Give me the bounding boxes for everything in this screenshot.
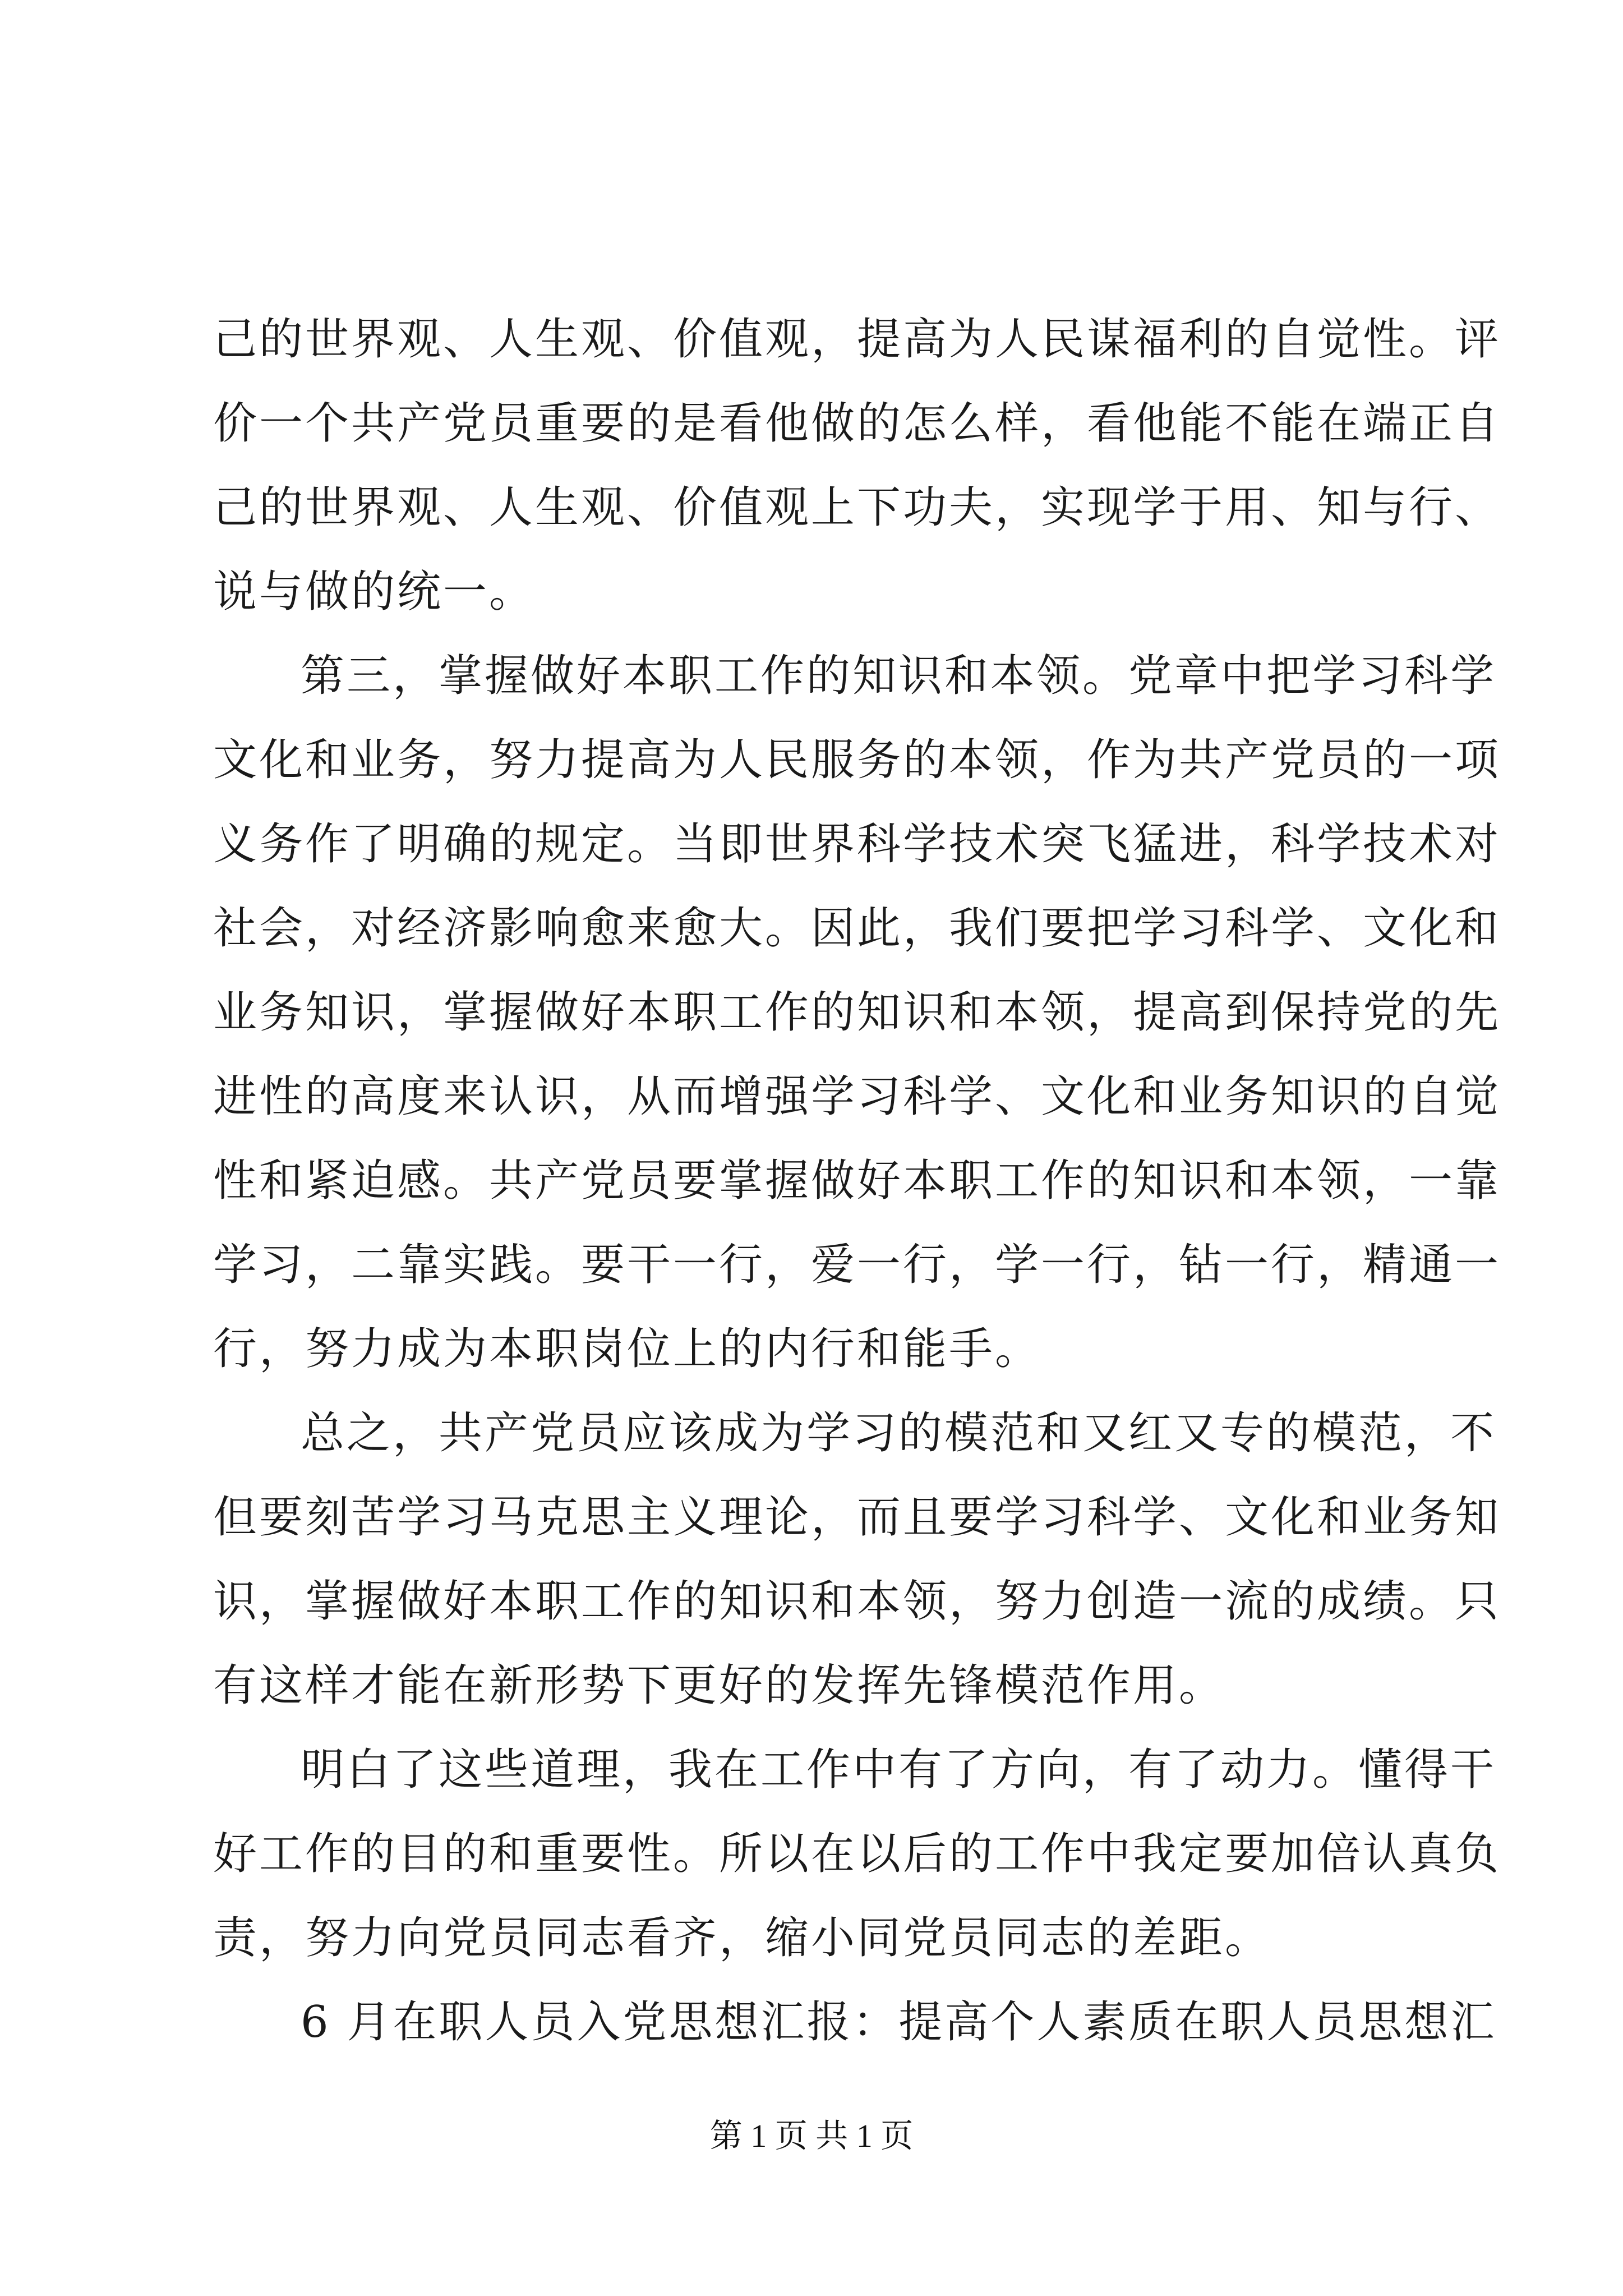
paragraph-2-line-9: 行，努力成为本职岗位上的内行和能手。	[213, 1324, 1041, 1374]
paragraph-2-line-7: 性和紧迫感。共产党员要掌握做好本职工作的知识和本领，一靠	[213, 1156, 1501, 1206]
paragraph-1-line-2: 价一个共产党员重要的是看他做的怎么样，看他能不能在端正自	[213, 398, 1501, 449]
paragraph-2-line-4: 社会，对经济影响愈来愈大。因此，我们要把学习科学、文化和	[213, 903, 1501, 954]
paragraph-1-line-1: 己的世界观、人生观、价值观，提高为人民谋福利的自觉性。评	[213, 314, 1501, 365]
paragraph-2-line-8: 学习，二靠实践。要干一行，爱一行，学一行，钻一行，精通一	[213, 1240, 1501, 1290]
page-footer	[0, 2114, 1623, 2159]
page-number-label: 第 1 页 共 1 页	[709, 2118, 914, 2154]
paragraph-3-line-4: 有这样才能在新形势下更好的发挥先锋模范作用。	[213, 1660, 1225, 1711]
paragraph-1-line-4: 说与做的统一。	[213, 567, 536, 617]
paragraph-2-line-6: 进性的高度来认识，从而增强学习科学、文化和业务知识的自觉	[213, 1071, 1501, 1122]
paragraph-2-line-2: 文化和业务，努力提高为人民服务的本领，作为共产党员的一项	[213, 735, 1501, 785]
paragraph-4-line-1: 明白了这些道理，我在工作中有了方向，有了动力。懂得干	[301, 1745, 1497, 1795]
paragraph-2-line-1: 第三，掌握做好本职工作的知识和本领。党章中把学习科学	[301, 651, 1497, 701]
paragraph-5-line-1: 6 月在职人员入党思想汇报：提高个人素质在职人员思想汇	[301, 1997, 1497, 2047]
paragraph-1-line-3: 己的世界观、人生观、价值观上下功夫，实现学于用、知与行、	[213, 482, 1501, 533]
paragraph-2-line-3: 义务作了明确的规定。当即世界科学技术突飞猛进，科学技术对	[213, 819, 1501, 869]
paragraph-2-line-5: 业务知识，掌握做好本职工作的知识和本领，提高到保持党的先	[213, 987, 1501, 1038]
paragraph-3-line-2: 但要刻苦学习马克思主义理论，而且要学习科学、文化和业务知	[213, 1492, 1501, 1543]
paragraph-4-line-3: 责，努力向党员同志看齐，缩小同党员同志的差距。	[213, 1913, 1271, 1963]
document-body	[213, 297, 1501, 2064]
paragraph-4-line-2: 好工作的目的和重要性。所以在以后的工作中我定要加倍认真负	[213, 1829, 1501, 1879]
paragraph-3-line-3: 识，掌握做好本职工作的知识和本领，努力创造一流的成绩。只	[213, 1576, 1501, 1627]
paragraph-3-line-1: 总之，共产党员应该成为学习的模范和又红又专的模范，不	[301, 1408, 1497, 1458]
